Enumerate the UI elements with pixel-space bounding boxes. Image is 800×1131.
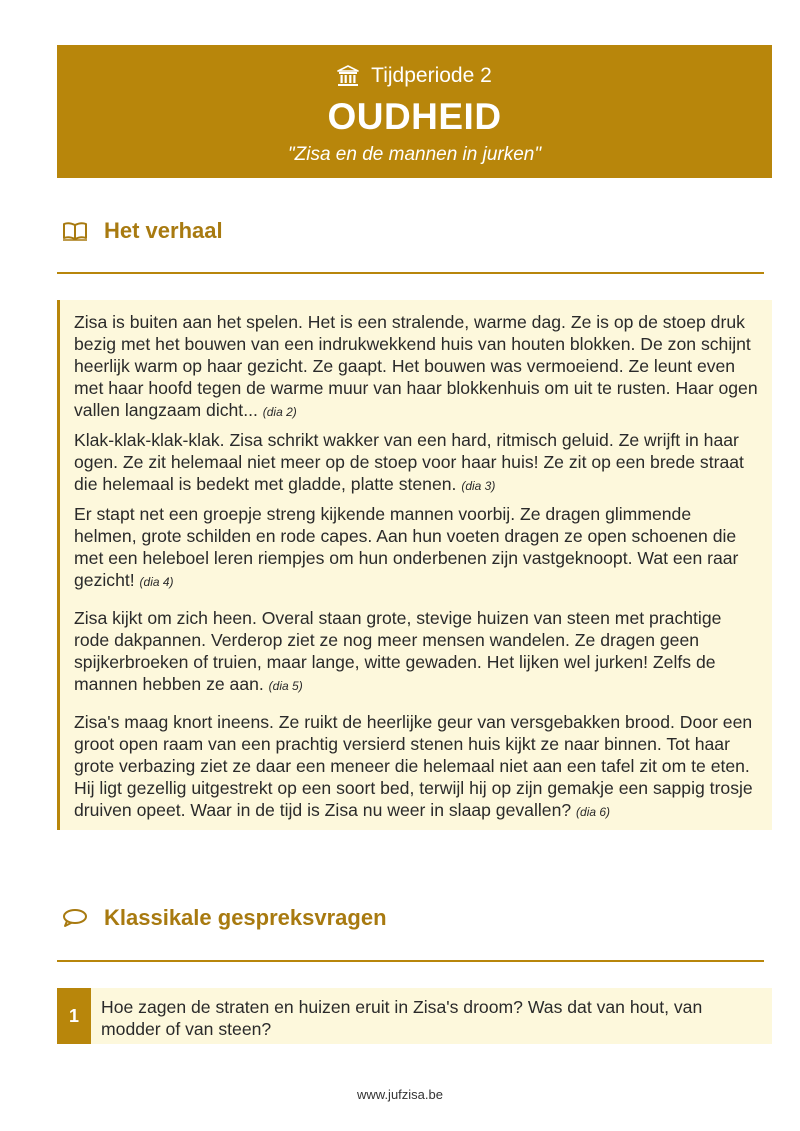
question-item — [57, 988, 772, 1044]
slide-ref: (dia 4) — [139, 575, 174, 589]
story-paragraph: Zisa is buiten aan het spelen. Het is een stralende, warme dag. Ze is op de stoep druk bezig met het bouwen van een indrukwekkend huis van houten blokken. De zon schijnt heerlijk warm op haar gezicht. Ze gaapt. Het bouwen was vermoeiend. Ze leunt even met haar hoofd tegen de warme muur van haar blokkenhuis om uit te rusten. Haar ogen vallen langzaam dicht... (dia 2) — [74, 312, 758, 420]
questions-heading-label: Klassikale gespreksvragen — [104, 905, 387, 930]
story-paragraph: Er stapt net een groepje streng kijkende mannen voorbij. Ze dragen glimmende helmen, grote schilden en rode capes. Aan hun voeten dragen ze open schoenen die met een heleboel leren riempjes om hun onderbenen zijn vastgeknoopt. Wat een raar gezicht! (dia 4) — [74, 504, 739, 590]
slide-ref: (dia 2) — [262, 405, 297, 419]
slide-ref: (dia 3) — [461, 479, 496, 493]
period-line — [57, 64, 772, 88]
questions-heading — [62, 905, 387, 931]
story-heading-label: Het verhaal — [104, 218, 223, 243]
footer-website: www.jufzisa.be — [357, 1087, 443, 1102]
book-icon — [62, 221, 88, 241]
period-header — [57, 45, 772, 178]
museum-icon — [337, 65, 359, 87]
slide-ref: (dia 5) — [268, 679, 303, 693]
slide-ref: (dia 6) — [576, 805, 611, 819]
story-title: "Zisa en de mannen in jurken" — [287, 144, 542, 165]
story-paragraph: Zisa kijkt om zich heen. Overal staan grote, stevige huizen van steen met prachtige rode dakpannen. Verderop ziet ze nog meer mensen wandelen. Ze dragen geen spijkerbroeken of truien, maar lange, witte gewaden. Het lijken wel jurken! Zelfs de mannen hebben ze aan. (dia 5) — [74, 608, 722, 694]
section-divider — [57, 272, 764, 274]
story-panel — [57, 300, 772, 830]
question-text: Hoe zagen de straten en huizen eruit in Zisa's droom? Was dat van hout, van modder of van steen? — [101, 997, 703, 1039]
section-divider — [57, 960, 764, 962]
speech-bubble-icon — [62, 908, 88, 928]
period-label: Tijdperiode 2 — [371, 64, 492, 87]
story-paragraph: Zisa's maag knort ineens. Ze ruikt de heerlijke geur van versgebakken brood. Door een groot open raam van een prachtig versierd stenen huis kijkt ze naar binnen. Tot haar grote verbazing ziet ze daar een meneer die helemaal niet aan een tafel zit om te eten. Hij ligt gezellig uitgestrekt op een soort bed, terwijl hij op zijn gemakje een sappig trosje druiven opeet. Waar in de tijd is Zisa nu weer in slaap gevallen? (dia 6) — [74, 712, 753, 820]
story-heading — [62, 218, 223, 244]
question-number: 1 — [57, 988, 91, 1044]
era-title: OUDHEID — [327, 96, 502, 137]
story-paragraph: Klak-klak-klak-klak. Zisa schrikt wakker van een hard, ritmisch geluid. Ze wrijft in haar ogen. Ze zit helemaal niet meer op de stoep voor haar huis! Ze zit op een brede straat die helemaal is bedekt met gladde, platte stenen. (dia 3) — [74, 430, 744, 494]
